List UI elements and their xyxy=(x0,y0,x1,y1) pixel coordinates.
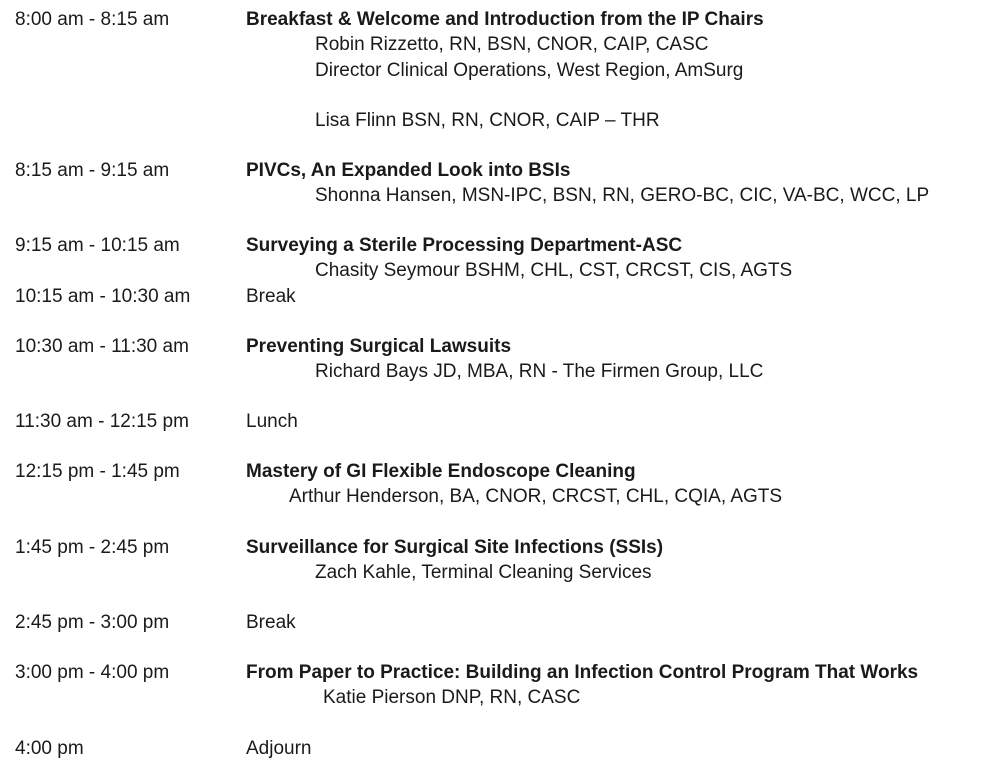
speaker: Robin Rizzetto, RN, BSN, CNOR, CAIP, CASC xyxy=(315,34,709,55)
session-title: PIVCs, An Expanded Look into BSIs xyxy=(246,160,571,181)
session-time: 10:30 am - 11:30 am xyxy=(15,336,189,357)
session-time: 8:15 am - 9:15 am xyxy=(15,160,170,181)
session-time: 11:30 am - 12:15 pm xyxy=(15,411,189,432)
session-time: 12:15 pm - 1:45 pm xyxy=(15,461,180,482)
session-title: Mastery of GI Flexible Endoscope Cleaning xyxy=(246,461,636,482)
session-title: From Paper to Practice: Building an Infection Control Program That Works xyxy=(246,662,919,683)
speaker: Arthur Henderson, BA, CNOR, CRCST, CHL, CQIA, AGTS xyxy=(289,486,783,507)
speaker: Shonna Hansen, MSN-IPC, BSN, RN, GERO-BC, CIC, VA-BC, WCC, LP xyxy=(315,185,930,206)
speaker: Richard Bays JD, MBA, RN - The Firmen Group, LLC xyxy=(315,361,764,382)
session-time: 9:15 am - 10:15 am xyxy=(15,235,180,256)
session-time: 3:00 pm - 4:00 pm xyxy=(15,662,170,683)
speaker: Katie Pierson DNP, RN, CASC xyxy=(323,687,581,708)
session-time: 8:00 am - 8:15 am xyxy=(15,9,170,30)
session-time: 4:00 pm xyxy=(15,738,84,759)
session-time: 10:15 am - 10:30 am xyxy=(15,286,191,307)
session-title: Surveying a Sterile Processing Department-ASC xyxy=(246,235,683,256)
session-time: 2:45 pm - 3:00 pm xyxy=(15,612,170,633)
session-title: Lunch xyxy=(246,411,298,432)
session-title: Break xyxy=(246,286,296,307)
speaker: Director Clinical Operations, West Region, AmSurg xyxy=(315,60,744,81)
session-time: 1:45 pm - 2:45 pm xyxy=(15,537,170,558)
session-title: Break xyxy=(246,612,296,633)
speaker: Chasity Seymour BSHM, CHL, CST, CRCST, CIS, AGTS xyxy=(315,260,793,281)
session-title: Adjourn xyxy=(246,738,312,759)
speaker: Zach Kahle, Terminal Cleaning Services xyxy=(315,562,652,583)
session-title: Surveillance for Surgical Site Infections (SSIs) xyxy=(246,537,664,558)
session-title: Breakfast & Welcome and Introduction from the IP Chairs xyxy=(246,9,764,30)
speaker: Lisa Flinn BSN, RN, CNOR, CAIP – THR xyxy=(315,110,660,131)
session-title: Preventing Surgical Lawsuits xyxy=(246,336,512,357)
